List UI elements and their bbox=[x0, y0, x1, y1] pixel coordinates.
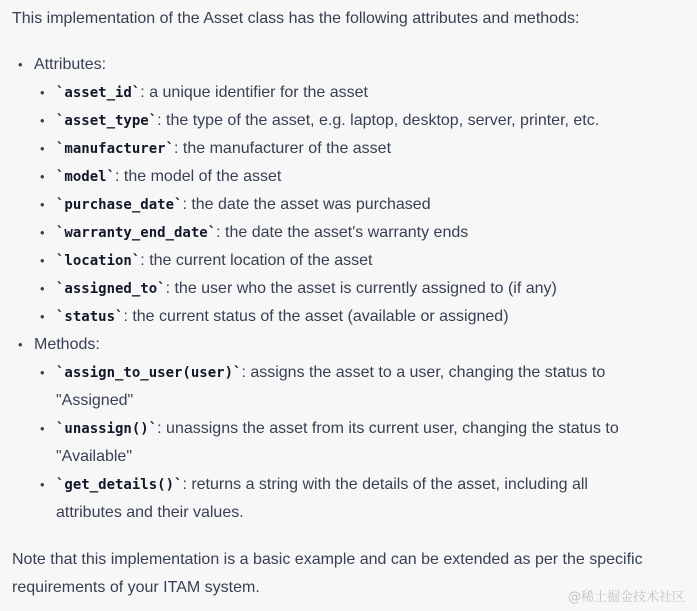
bullet-icon: • bbox=[40, 113, 45, 128]
list-item bbox=[34, 219, 692, 247]
method-list bbox=[34, 359, 692, 527]
code-span: `model` bbox=[56, 169, 116, 185]
bullet-icon: • bbox=[40, 85, 45, 100]
item-text bbox=[56, 359, 646, 415]
bullet-icon: • bbox=[40, 169, 45, 184]
code-span: `assign_to_user(user)` bbox=[56, 365, 242, 381]
item-description: : the current status of the asset (available or assigned) bbox=[123, 308, 509, 325]
code-span: `warranty_end_date` bbox=[56, 225, 217, 241]
list-item bbox=[34, 163, 692, 191]
bullet-icon: • bbox=[40, 253, 45, 268]
bullet-icon: • bbox=[40, 281, 45, 296]
list-item bbox=[34, 135, 692, 163]
list-item bbox=[34, 247, 692, 275]
item-description: : returns a string with the details of the asset, including all attributes and their values. bbox=[56, 476, 588, 521]
item-description: : a unique identifier for the asset bbox=[140, 84, 368, 101]
code-span: `unassign()` bbox=[56, 421, 158, 437]
list-item bbox=[34, 191, 692, 219]
code-span: `manufacturer` bbox=[56, 141, 175, 157]
code-span: `asset_type` bbox=[56, 113, 158, 129]
list-item bbox=[34, 471, 692, 527]
item-description: : the current location of the asset bbox=[140, 252, 373, 269]
bullet-icon: • bbox=[18, 337, 23, 352]
list-item bbox=[34, 303, 692, 331]
item-description: : the model of the asset bbox=[115, 168, 282, 185]
section-methods bbox=[12, 331, 692, 527]
bullet-icon: • bbox=[40, 477, 45, 492]
watermark: @稀土掘金技术社区 bbox=[567, 590, 685, 605]
list-item bbox=[34, 415, 692, 471]
item-description: : the user who the asset is currently assigned to (if any) bbox=[165, 280, 557, 297]
list-item bbox=[34, 359, 692, 415]
section-label: Methods: bbox=[34, 336, 100, 353]
code-span: `status` bbox=[56, 309, 124, 325]
item-description: : the date the asset's warranty ends bbox=[216, 224, 469, 241]
bullet-icon: • bbox=[40, 365, 45, 380]
attribute-list bbox=[34, 79, 692, 331]
item-text bbox=[56, 415, 646, 471]
list-item bbox=[34, 275, 692, 303]
code-span: `purchase_date` bbox=[56, 197, 183, 213]
code-span: `get_details()` bbox=[56, 477, 183, 493]
section-list bbox=[12, 51, 692, 527]
item-description: : the date the asset was purchased bbox=[182, 196, 431, 213]
bullet-icon: • bbox=[18, 57, 23, 72]
item-description: : unassigns the asset from its current user, changing the status to "Available" bbox=[56, 420, 619, 465]
bullet-icon: • bbox=[40, 141, 45, 156]
code-span: `asset_id` bbox=[56, 85, 141, 101]
note-paragraph: Note that this implementation is a basic example and can be extended as per the specific requirements of your ITAM system. bbox=[12, 551, 643, 596]
list-item bbox=[34, 79, 692, 107]
bullet-icon: • bbox=[40, 421, 45, 436]
section-label: Attributes: bbox=[34, 56, 107, 73]
list-item bbox=[34, 107, 692, 135]
item-text bbox=[56, 471, 646, 527]
intro-paragraph: This implementation of the Asset class has the following attributes and methods: bbox=[12, 10, 580, 27]
item-description: : the type of the asset, e.g. laptop, desktop, server, printer, etc. bbox=[157, 112, 600, 129]
code-span: `assigned_to` bbox=[56, 281, 166, 297]
code-span: `location` bbox=[56, 253, 141, 269]
bullet-icon: • bbox=[40, 309, 45, 324]
bullet-icon: • bbox=[40, 197, 45, 212]
bullet-icon: • bbox=[40, 225, 45, 240]
item-description: : the manufacturer of the asset bbox=[174, 140, 392, 157]
section-attributes bbox=[12, 51, 692, 331]
item-description: : assigns the asset to a user, changing the status to "Assigned" bbox=[56, 364, 606, 409]
